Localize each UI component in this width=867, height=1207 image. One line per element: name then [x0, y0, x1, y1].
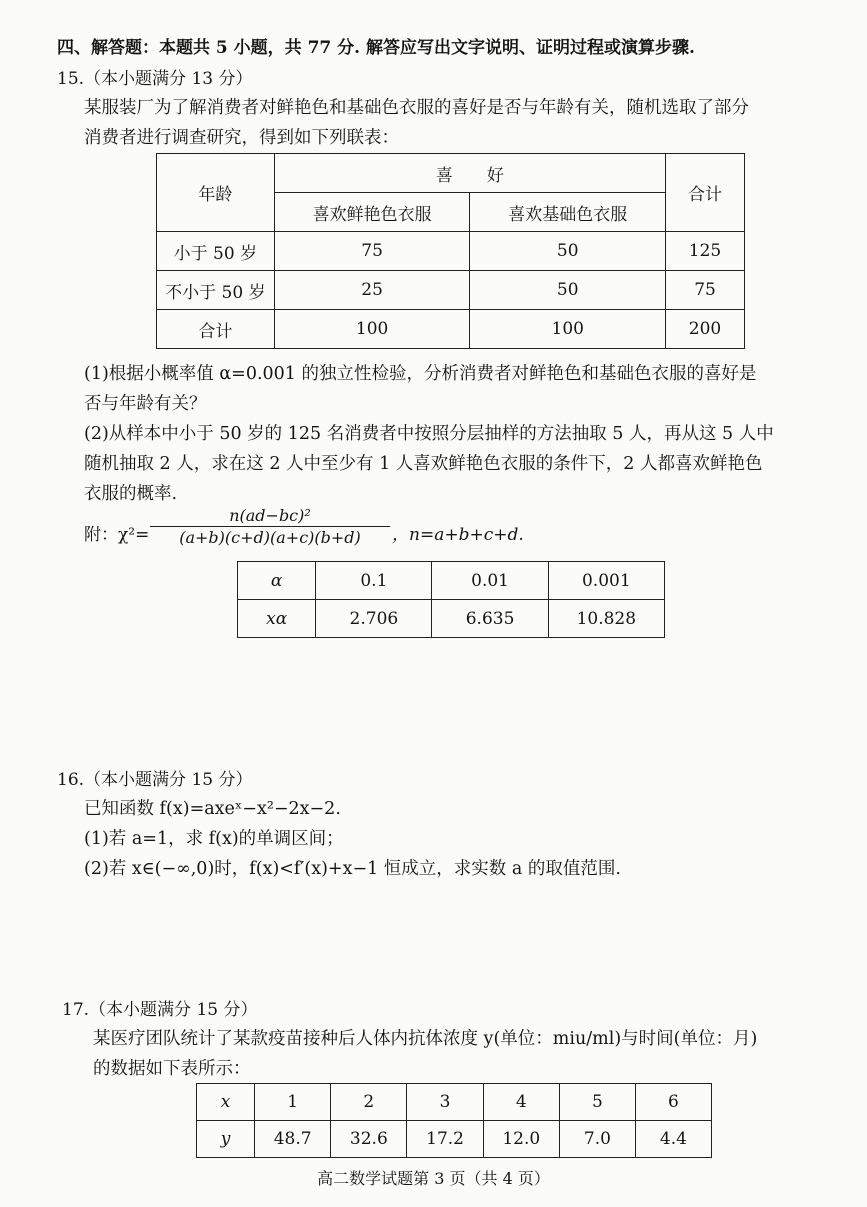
cell-value: 50	[470, 232, 666, 271]
alpha-value: 0.01	[432, 562, 548, 600]
table-row	[157, 271, 745, 310]
formula-denominator: (a+b)(c+d)(a+c)(b+d)	[179, 528, 361, 547]
row-label: 不小于 50 岁	[157, 271, 275, 310]
q16-line1: 已知函数 f(x)=axeˣ−x²−2x−2.	[84, 799, 341, 819]
y-value: 17.2	[407, 1121, 483, 1158]
q15-title: 15.（本小题满分 13 分）	[57, 69, 253, 89]
q17-title: 17.（本小题满分 15 分）	[62, 1000, 258, 1020]
cell-value: 100	[274, 310, 470, 349]
cell-value: 75	[666, 271, 745, 310]
q15-part2-line1: (2)从样本中小于 50 岁的 125 名消费者中按照分层抽样的方法抽取 5 人，再从这 5 人中	[84, 424, 774, 444]
header-bright: 喜欢鲜艳色衣服	[274, 193, 470, 232]
x-value: 1	[255, 1084, 331, 1121]
antibody-table	[196, 1083, 712, 1158]
x-alpha-label: xα	[238, 600, 316, 638]
q16-line3: (2)若 x∈(−∞,0)时，f(x)<f′(x)+x−1 恒成立，求实数 a 的取值范围.	[84, 859, 621, 879]
q17-line2: 的数据如下表所示：	[93, 1059, 251, 1079]
appendix-prefix: 附：χ²=	[84, 525, 150, 545]
row-label: 合计	[157, 310, 275, 349]
y-value: 7.0	[559, 1121, 635, 1158]
q15-part2-line3: 衣服的概率.	[84, 484, 178, 504]
q15-part2-line2: 随机抽取 2 人，求在这 2 人中至少有 1 人喜欢鲜艳色衣服的条件下，2 人都喜欢鲜艳色	[84, 454, 763, 474]
x-value: 4	[483, 1084, 559, 1121]
cell-value: 100	[470, 310, 666, 349]
header-age: 年龄	[157, 154, 275, 232]
header-basic: 喜欢基础色衣服	[470, 193, 666, 232]
y-value: 32.6	[331, 1121, 407, 1158]
formula-numerator: n(ad−bc)²	[150, 506, 390, 527]
critical-value: 6.635	[432, 600, 548, 638]
critical-value: 10.828	[548, 600, 664, 638]
table-row	[157, 310, 745, 349]
cell-value: 125	[666, 232, 745, 271]
critical-value: 2.706	[316, 600, 432, 638]
x-value: 2	[331, 1084, 407, 1121]
page-footer: 高二数学试题第 3 页（共 4 页）	[317, 1169, 550, 1188]
y-value: 4.4	[635, 1121, 711, 1158]
x-value: 5	[559, 1084, 635, 1121]
cell-value: 25	[274, 271, 470, 310]
table-row	[157, 232, 745, 271]
q16-title: 16.（本小题满分 15 分）	[57, 770, 253, 790]
y-label: y	[197, 1121, 255, 1158]
y-value: 12.0	[483, 1121, 559, 1158]
cell-value: 200	[666, 310, 745, 349]
header-preference: 喜 好	[274, 154, 665, 193]
critical-value-table	[237, 561, 665, 638]
row-label: 小于 50 岁	[157, 232, 275, 271]
chi-square-fraction	[150, 506, 390, 547]
q16-line2: (1)若 a=1，求 f(x)的单调区间；	[84, 829, 344, 849]
q17-line1: 某医疗团队统计了某款疫苗接种后人体内抗体浓度 y(单位：miu/ml)与时间(单位：月)	[93, 1029, 758, 1049]
alpha-value: 0.1	[316, 562, 432, 600]
q15-part1-line1: (1)根据小概率值 α=0.001 的独立性检验，分析消费者对鲜艳色和基础色衣服的喜好是	[84, 364, 757, 384]
q15-intro-line2: 消费者进行调查研究，得到如下列联表：	[84, 128, 399, 148]
formula-suffix: ，n=a+b+c+d.	[392, 525, 524, 545]
section-heading: 四、解答题：本题共 5 小题，共 77 分. 解答应写出文字说明、证明过程或演算步骤.	[57, 38, 695, 58]
q15-part1-line2: 否与年龄有关？	[84, 394, 207, 414]
y-value: 48.7	[255, 1121, 331, 1158]
q15-intro-line1: 某服装厂为了解消费者对鲜艳色和基础色衣服的喜好是否与年龄有关，随机选取了部分	[84, 98, 749, 118]
alpha-value: 0.001	[548, 562, 664, 600]
cell-value: 50	[470, 271, 666, 310]
x-value: 3	[407, 1084, 483, 1121]
cell-value: 75	[274, 232, 470, 271]
x-value: 6	[635, 1084, 711, 1121]
header-total: 合计	[666, 154, 745, 232]
x-label: x	[197, 1084, 255, 1121]
contingency-table	[156, 153, 745, 349]
alpha-label: α	[238, 562, 316, 600]
